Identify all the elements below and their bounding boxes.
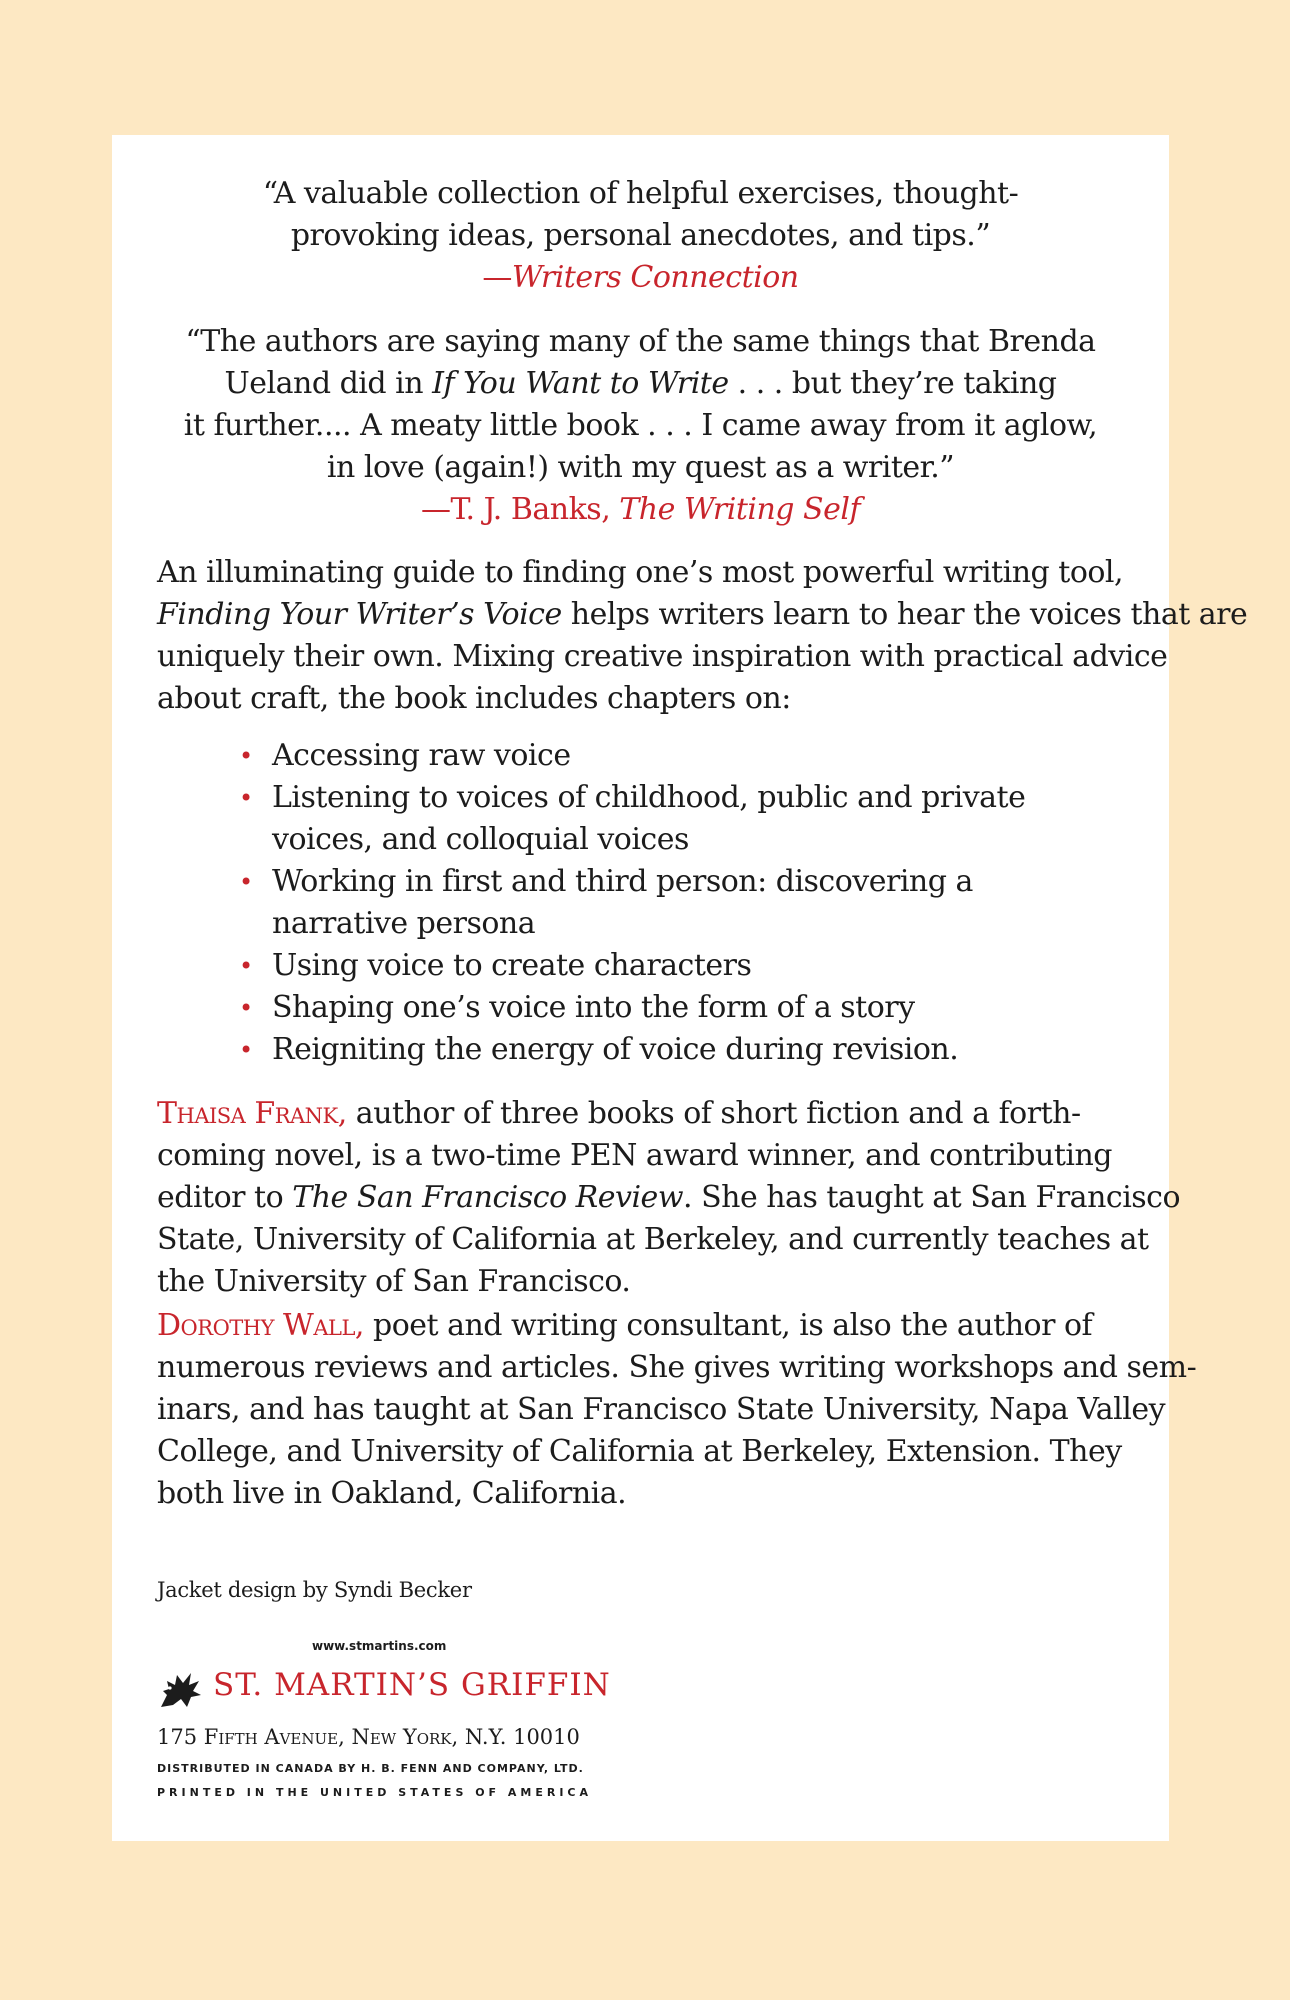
list-item: • Working in first and third person: discovering a narrative persona [239, 861, 1099, 945]
author-bio-dorothy-wall: Dorothy Wall, poet and writing consultant, is also the author of numerous reviews and articles. She gives writing workshops and sem- inars, and has taught at San Francisco State University, Napa Valley College, and University of California at Berkeley, Extension. They both live in Oakland, California. [157, 1308, 1197, 1511]
quote-line: Ueland did in If You Want to Write . . . but they’re taking [224, 366, 1057, 401]
quote-attribution: —T. J. Banks, The Writing Self [420, 492, 861, 527]
quote-line: in love (again!) with my quest as a writer.” [326, 450, 955, 485]
chapter-list [239, 735, 1099, 1071]
book-title: Finding Your Writer’s Voice [157, 597, 562, 632]
list-item: • Accessing raw voice [239, 735, 1099, 777]
quote-line: “A valuable collection of helpful exercises, thought- [262, 176, 1019, 211]
author-name: Dorothy Wall, [157, 1308, 364, 1343]
bullet-icon: • [239, 784, 253, 812]
publisher-name: ST. MARTIN’S GRIFFIN [213, 1667, 611, 1703]
bullet-icon: • [239, 742, 253, 770]
book-title: If You Want to Write [432, 366, 729, 401]
griffin-icon [157, 1669, 205, 1709]
list-item: • Shaping one’s voice into the form of a story [239, 987, 1099, 1029]
quote-line: it further.... A meaty little book . . . I came away from it aglow, [183, 408, 1098, 443]
quote-line: “The authors are saying many of the same things that Brenda [185, 324, 1096, 359]
back-cover-panel [112, 135, 1248, 1841]
distribution-note: DISTRIBUTED IN CANADA BY H. B. FENN AND COMPANY, LTD. [157, 1762, 584, 1775]
jacket-credit: Jacket design by Syndi Becker [157, 1578, 472, 1602]
publisher-website[interactable]: www.stmartins.com [312, 1639, 447, 1653]
publisher-address: 175 Fifth Avenue, New York, N.Y. 10010 [157, 1725, 580, 1749]
list-item: • Listening to voices of childhood, public and private voices, and colloquial voices [239, 777, 1099, 861]
list-item: • Using voice to create characters [239, 945, 1099, 987]
bullet-icon: • [239, 1036, 253, 1064]
author-name: Thaisa Frank, [157, 1096, 347, 1131]
printed-note: PRINTED IN THE UNITED STATES OF AMERICA [157, 1786, 593, 1799]
bullet-icon: • [239, 952, 253, 980]
bullet-icon: • [239, 994, 253, 1022]
review-quote-1 [172, 173, 1109, 299]
list-item: • Reigniting the energy of voice during revision. [239, 1029, 1099, 1071]
author-bio-thaisa-frank: Thaisa Frank, author of three books of short fiction and a forth- coming novel, is a two-time PEN award winner, and contributing editor to The San Francisco Review. She has taught at San Francisco State, University of California at Berkeley, and currently teaches at the University of San Francisco. [157, 1096, 1181, 1299]
book-description: An illuminating guide to finding one’s most powerful writing tool, Finding Your Writer’s Voice helps writers learn to hear the voices that are uniquely their own. Mixing creative inspiration with practical advice about craft, the book includes chapters on: [157, 555, 1248, 716]
bullet-icon: • [239, 868, 253, 896]
quote-line: provoking ideas, personal anecdotes, and tips.” [290, 218, 991, 253]
review-quote-2 [172, 321, 1109, 531]
quote-attribution: —Writers Connection [482, 260, 799, 295]
